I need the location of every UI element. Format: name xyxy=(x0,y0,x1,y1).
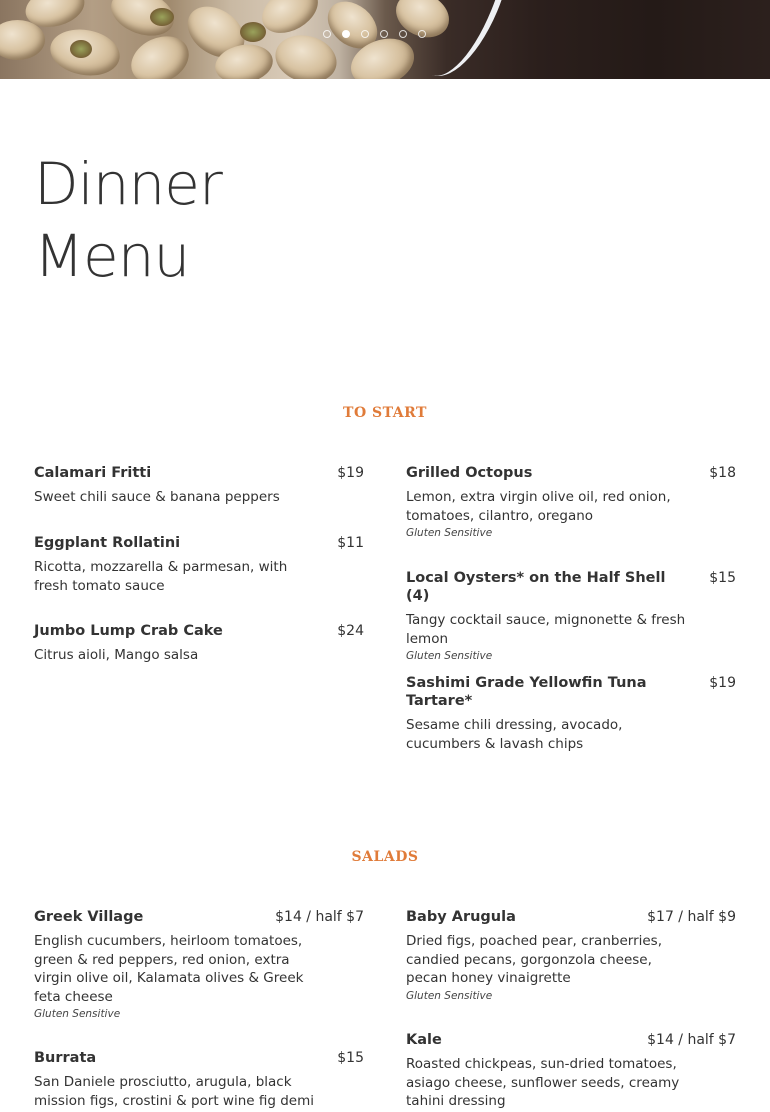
menu-item xyxy=(406,569,736,663)
carousel-dot-4[interactable] xyxy=(380,30,388,38)
menu-item-price: $14 / half $7 xyxy=(647,1032,736,1048)
menu-item-name: Grilled Octopus xyxy=(406,465,533,481)
menu-item-name: Local Oysters* on the Half Shell (4) xyxy=(406,570,666,604)
menu-item-price: $11 xyxy=(337,535,364,551)
pistachio-kernel-shape xyxy=(150,8,174,26)
menu-item-description: Roasted chickpeas, sun-dried tomatoes, asiago cheese, sunflower seeds, creamy tahini dressing xyxy=(406,1056,680,1109)
menu-item-price: $17 / half $9 xyxy=(647,909,736,925)
menu-item-dietary-note: Gluten Sensitive xyxy=(406,989,493,1002)
menu-item-price: $19 xyxy=(709,675,736,691)
section-heading-salads: SALADS xyxy=(351,849,419,865)
menu-item xyxy=(406,908,736,1003)
menu-item xyxy=(34,622,364,665)
menu-item-dietary-note: Gluten Sensitive xyxy=(406,650,493,662)
menu-item-name: Sashimi Grade Yellowfin Tuna Tartare* xyxy=(406,675,647,709)
bowl-rim-shape xyxy=(391,0,535,79)
menu-item-price: $18 xyxy=(709,465,736,481)
menu-item-price: $24 xyxy=(337,623,364,639)
menu-item xyxy=(34,908,364,1021)
pistachio-kernel-shape xyxy=(240,22,266,42)
menu-item xyxy=(406,1031,736,1111)
pistachio-kernel-shape xyxy=(70,40,92,58)
carousel-dot-6[interactable] xyxy=(418,30,426,38)
menu-item xyxy=(34,464,364,507)
carousel-dot-3[interactable] xyxy=(361,30,369,38)
menu-item xyxy=(406,464,736,540)
carousel-dot-1[interactable] xyxy=(323,30,331,38)
menu-item-price: $15 xyxy=(337,1050,364,1066)
menu-item xyxy=(406,674,736,753)
carousel-dots xyxy=(323,30,426,38)
hero-image-carousel xyxy=(0,0,770,79)
menu-item-name: Burrata xyxy=(34,1050,97,1066)
carousel-dot-2[interactable] xyxy=(342,30,350,38)
menu-item-description: English cucumbers, heirloom tomatoes, green & red peppers, red onion, extra virgin olive oil, Kalamata olives & Greek feta cheese xyxy=(34,933,304,1005)
menu-item-description: Sesame chili dressing, avocado, cucumbers & lavash chips xyxy=(406,717,623,752)
page-title xyxy=(34,148,222,292)
menu-item-description: Dried figs, poached pear, cranberries, candied pecans, gorgonzola cheese, pecan honey vinaigrette xyxy=(406,933,662,986)
section-heading-to-start: TO START xyxy=(343,405,427,421)
menu-item-description: Ricotta, mozzarella & parmesan, with fresh tomato sauce xyxy=(34,559,288,594)
menu-item-name: Kale xyxy=(406,1032,442,1048)
menu-item-description: Tangy cocktail sauce, mignonette & fresh lemon xyxy=(406,612,686,647)
page-title-line-1: Dinner xyxy=(34,150,222,218)
menu-item xyxy=(34,1049,364,1110)
menu-item-description: San Daniele prosciutto, arugula, black mission figs, crostini & port wine fig demi xyxy=(34,1074,314,1109)
menu-item-name: Eggplant Rollatini xyxy=(34,535,181,551)
menu-item-name: Baby Arugula xyxy=(406,909,516,925)
menu-item-price: $15 xyxy=(709,570,736,586)
menu-item-description: Lemon, extra virgin olive oil, red onion, tomatoes, cilantro, oregano xyxy=(406,489,671,524)
menu-item-description: Citrus aioli, Mango salsa xyxy=(34,647,199,663)
carousel-dot-5[interactable] xyxy=(399,30,407,38)
menu-item-name: Greek Village xyxy=(34,909,144,925)
menu-item-dietary-note: Gluten Sensitive xyxy=(406,527,493,539)
menu-item-dietary-note: Gluten Sensitive xyxy=(34,1008,121,1020)
menu-item-name: Jumbo Lump Crab Cake xyxy=(34,623,223,639)
menu-item xyxy=(34,534,364,595)
menu-item-price: $19 xyxy=(337,465,364,481)
menu-item-price: $14 / half $7 xyxy=(275,909,364,925)
menu-item-description: Sweet chili sauce & banana peppers xyxy=(34,489,280,505)
page-title-line-2: Menu xyxy=(34,222,190,290)
pistachio-shape xyxy=(124,27,197,79)
menu-item-name: Calamari Fritti xyxy=(34,465,152,481)
